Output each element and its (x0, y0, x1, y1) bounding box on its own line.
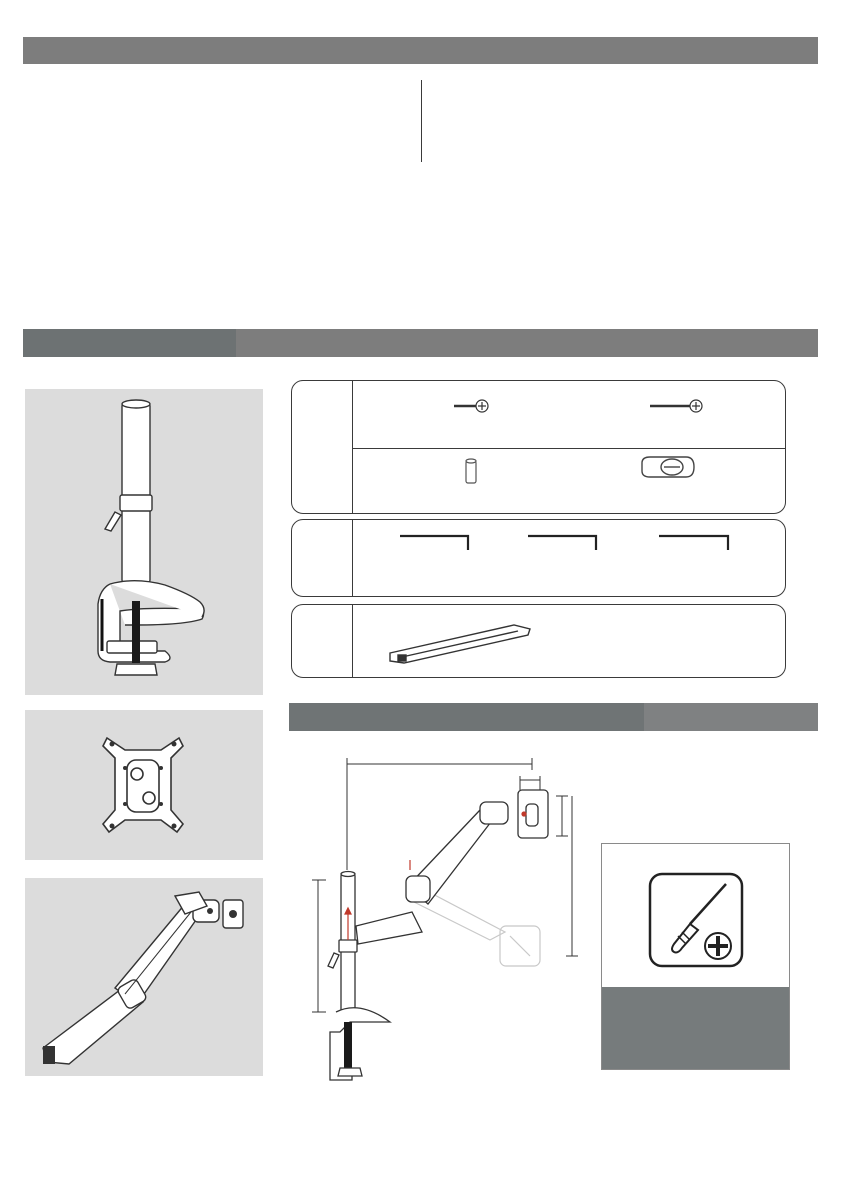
hex-key-medium-icon (528, 536, 596, 550)
hex-key-small-icon (659, 536, 728, 550)
spacer-icon (466, 459, 476, 483)
parts-header-left-tab (23, 329, 236, 357)
top-column-divider (421, 80, 422, 162)
pole-clamp-illustration (25, 389, 263, 695)
hex-key-box (291, 519, 786, 597)
top-section-header (23, 37, 818, 64)
cable-cover-box (291, 604, 786, 678)
parts-section-header (23, 329, 818, 357)
vesa-plate-illustration (25, 710, 263, 860)
top-section-title (23, 37, 24, 38)
vesa-plate-panel (25, 710, 263, 860)
long-screw-icon (650, 400, 702, 412)
pole-clamp-panel (25, 389, 263, 695)
hex-key-large-icon (400, 536, 468, 550)
dimensions-header-main (289, 703, 644, 731)
dimensions-section-header (289, 703, 818, 731)
required-tool-label (602, 987, 603, 988)
short-screw-icon (454, 400, 488, 412)
phillips-screwdriver-icon (648, 872, 744, 968)
required-tool-label-area (602, 987, 789, 1069)
gas-spring-arm-illustration (25, 878, 263, 1076)
hardware-pack-box (291, 380, 786, 514)
dimension-diagram (300, 750, 590, 1090)
hardware-illustrations (292, 381, 785, 513)
required-tool-box (601, 843, 790, 1070)
cable-cover-illustration (292, 605, 785, 677)
gas-spring-arm-panel (25, 878, 263, 1076)
hex-key-illustrations (292, 520, 785, 596)
cable-clip-icon (642, 457, 694, 477)
